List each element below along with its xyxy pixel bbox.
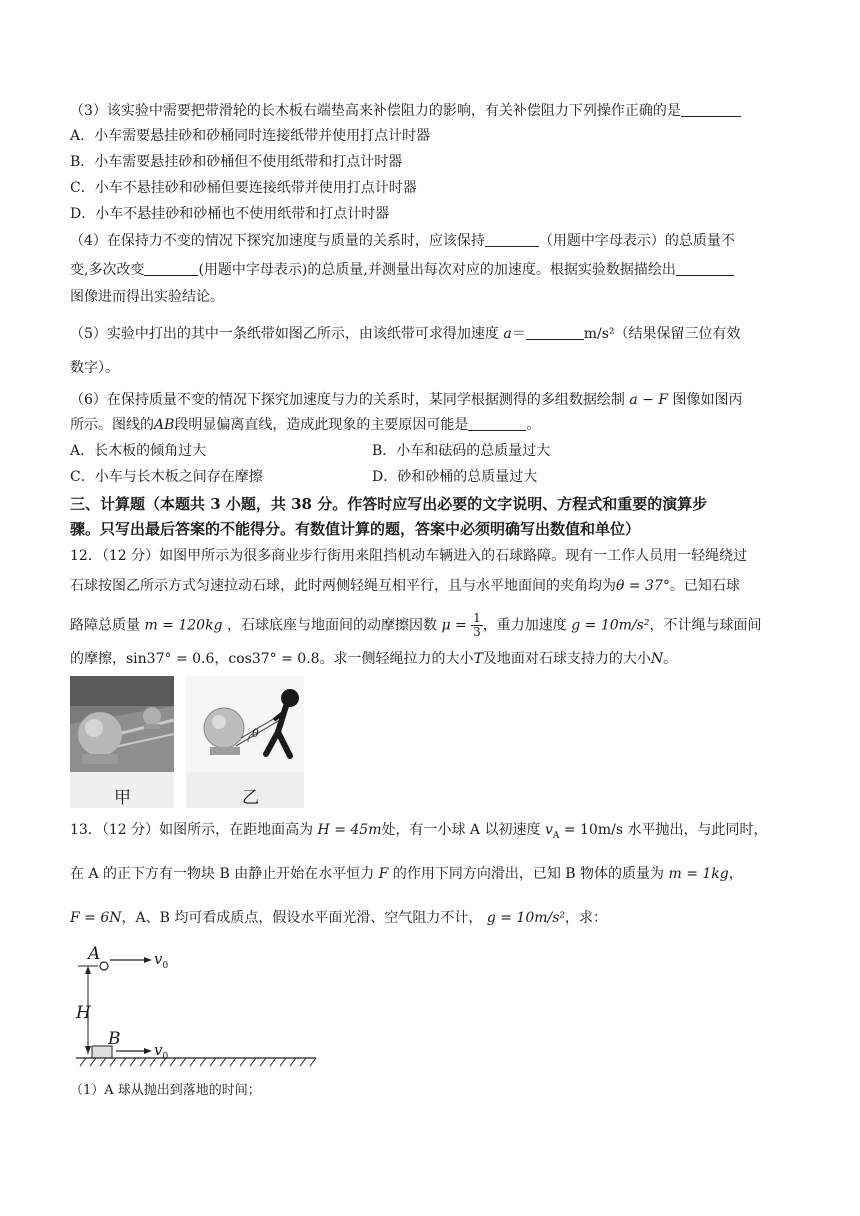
q3-option-d: D．小车不悬挂砂和砂桶也不使用纸带和打点计时器 <box>70 206 390 222</box>
v0-subscript: 0 <box>162 961 169 971</box>
gravity-equation: g = 10m/s² <box>571 617 650 634</box>
q13-line-3 <box>70 908 792 928</box>
q12-text: 。已知石球 <box>669 578 740 594</box>
figure-label-jia: 甲 <box>114 788 131 808</box>
q12-text: 的摩擦， <box>70 651 126 667</box>
segment-label: AB <box>154 417 175 433</box>
v0-subscript: 0 <box>162 1052 169 1062</box>
q12-text: 路障总质量 <box>70 617 140 634</box>
v0-symbol: v <box>154 1041 163 1059</box>
q3-stem-text: （3）该实验中需要把带滑轮的长木板右端垫高来补偿阻力的影响，有关补偿阻力下列操作正确的是 <box>70 103 681 119</box>
answer-blank <box>468 416 526 431</box>
label-v0-top <box>154 950 168 971</box>
fraction-denominator: 3 <box>473 625 481 639</box>
q6-option-a: A．长木板的倾角过大 <box>70 443 207 459</box>
q4-text: (用题中字母表示)的总质量,并测量出每次对应的加速度。根据实验数据描绘出 <box>198 262 676 278</box>
gravity-equation: g = 10m/s² <box>486 910 566 926</box>
q6-text: （6）在保持质量不变的情况下探究加速度与力的关系时，某同学根据测得的多组数据绘制 <box>70 392 625 408</box>
unit-text: m/s² <box>583 326 615 342</box>
q6-option-b: B．小车和砝码的总质量过大 <box>372 443 551 459</box>
sin-value: sin37° = 0.6 <box>126 651 215 667</box>
force-equation: F = 6N <box>70 910 122 926</box>
q6-text: 段明显偏离直线，造成此现象的主要原因可能是 <box>174 417 469 433</box>
section-heading-line-2: 骤。只写出最后答案的不能得分。有数值计算的题，答案中必须明确写出数值和单位） <box>70 520 641 538</box>
answer-blank <box>485 232 539 247</box>
velocity-value: = 10m/s <box>559 822 623 838</box>
q13-text: ，求： <box>565 910 608 926</box>
theta-angle-label: θ <box>252 727 259 740</box>
q13-text: 13．（12 分）如图所示，在距地面高为 <box>70 822 314 838</box>
q12-line-1: 12．（12 分）如图甲所示为很多商业步行街用来阻挡机动车辆进入的石球路障。现有一工作人员用一轻绳绕过 <box>70 548 748 564</box>
q13-text: ，A、B 均可看成质点，假设水平面光滑、空气阻力不计， <box>121 910 483 926</box>
q12-text: ， <box>214 651 229 667</box>
label-B: B <box>108 1029 121 1049</box>
velocity-subscript: A <box>552 830 560 841</box>
q12-line-3 <box>70 612 792 639</box>
figure-label-yi: 乙 <box>242 788 259 808</box>
label-v0-bottom <box>154 1041 168 1062</box>
q13-line-1 <box>70 820 792 846</box>
stone-ball-photo <box>70 676 174 772</box>
q3-option-c: C．小车不悬挂砂和砂桶但要连接纸带并使用打点计时器 <box>70 180 417 196</box>
q13-line-2 <box>70 864 792 884</box>
velocity-symbol: v <box>544 822 553 838</box>
q12-text: 及地面对石球支持力的大小 <box>482 651 651 667</box>
accel-symbol: a <box>503 326 512 342</box>
q3-option-b: B．小车需要悬挂砂和砂桶但不使用纸带和打点计时器 <box>70 154 403 170</box>
q3-option-a: A．小车需要悬挂砂和砂桶同时连接纸带并使用打点计时器 <box>70 128 431 144</box>
graph-label: a − F <box>629 392 669 408</box>
q13-text: 在 A 的正下方有一物块 B 由静止开始在水平恒力 <box>70 866 375 882</box>
q12-text: 。 <box>663 651 678 667</box>
q5-line-2: 数字）。 <box>70 360 119 376</box>
q3-stem <box>70 101 792 121</box>
v0-symbol: v <box>154 950 163 968</box>
q6-line-2 <box>70 415 792 435</box>
answer-blank <box>526 325 584 340</box>
tension-symbol: T <box>473 651 483 667</box>
force-symbol: F <box>378 866 389 882</box>
theta-equation: θ = 37° <box>616 578 670 594</box>
stone-ball-photo-image <box>70 676 174 772</box>
mass-equation: m = 1kg <box>668 866 729 882</box>
q6-option-d: D．砂和砂桶的总质量过大 <box>372 469 538 485</box>
normal-force-symbol: N <box>650 651 664 667</box>
q6-text: 图像如图丙 <box>672 392 743 408</box>
fraction-one-third <box>471 612 483 639</box>
q12-text: ，石球底座与地面间的动摩擦因数 <box>226 617 437 634</box>
q12-text: 。求一侧轻绳拉力的大小 <box>319 651 474 667</box>
mass-equation: m = 120kg <box>144 617 223 634</box>
q5-text: （结果保留三位有效 <box>614 326 741 342</box>
q12-text: 石球按图乙所示方式匀速拉动石球，此时两侧轻绳互相平行，且与水平地面间的夹角均为 <box>70 578 616 594</box>
answer-blank <box>681 102 741 117</box>
q13-sub-question-1: （1）A 球从抛出到落地的时间； <box>70 1083 261 1098</box>
answer-blank <box>144 261 198 276</box>
q12-line-4 <box>70 649 792 669</box>
q5-text: （5）实验中打出的其中一条纸带如图乙所示，由该纸带可求得加速度 <box>70 326 499 342</box>
q6-text: 所示。图线的 <box>70 417 154 433</box>
q4-line-2 <box>70 260 792 280</box>
equals-sign: ＝ <box>511 326 526 342</box>
q4-line-1 <box>70 231 792 251</box>
cos-value: cos37° = 0.8 <box>228 651 320 667</box>
q13-text: 处，有一小球 A 以初速度 <box>381 822 541 838</box>
q6-line-1 <box>70 390 792 410</box>
q4-line-3: 图像进而得出实验结论。 <box>70 289 224 305</box>
height-equation: H = 45m <box>317 822 382 838</box>
label-H: H <box>76 1003 91 1023</box>
q13-text: 水平抛出，与此同时， <box>627 822 768 838</box>
label-A: A <box>88 944 101 964</box>
q4-text: （用题中字母表示）的总质量不 <box>538 233 735 249</box>
q12-text: ，不计绳与球面间 <box>649 617 762 634</box>
q4-text: 变,多次改变 <box>70 262 145 278</box>
section-heading-line-1: 三、计算题（本题共 3 小题，共 38 分。作答时应写出必要的文字说明、方程式和重要的演算步 <box>70 495 708 513</box>
mu-symbol: μ = <box>441 617 467 634</box>
q6-text: 。 <box>526 417 541 433</box>
q12-text: ，重力加速度 <box>482 617 567 634</box>
q13-text: ， <box>728 866 743 882</box>
answer-blank <box>676 261 734 276</box>
projectile-diagram <box>70 944 320 1068</box>
projectile-diagram-svg <box>70 944 320 1068</box>
q13-text: 的作用下同方向滑出，已知 B 物体的质量为 <box>392 866 665 882</box>
q12-line-2 <box>70 576 792 596</box>
fraction-numerator: 1 <box>473 611 481 625</box>
q6-option-c: C．小车与长木板之间存在摩擦 <box>70 469 263 485</box>
q4-text: （4）在保持力不变的情况下探究加速度与质量的关系时，应该保持 <box>70 233 485 249</box>
q5-line-1 <box>70 324 792 344</box>
